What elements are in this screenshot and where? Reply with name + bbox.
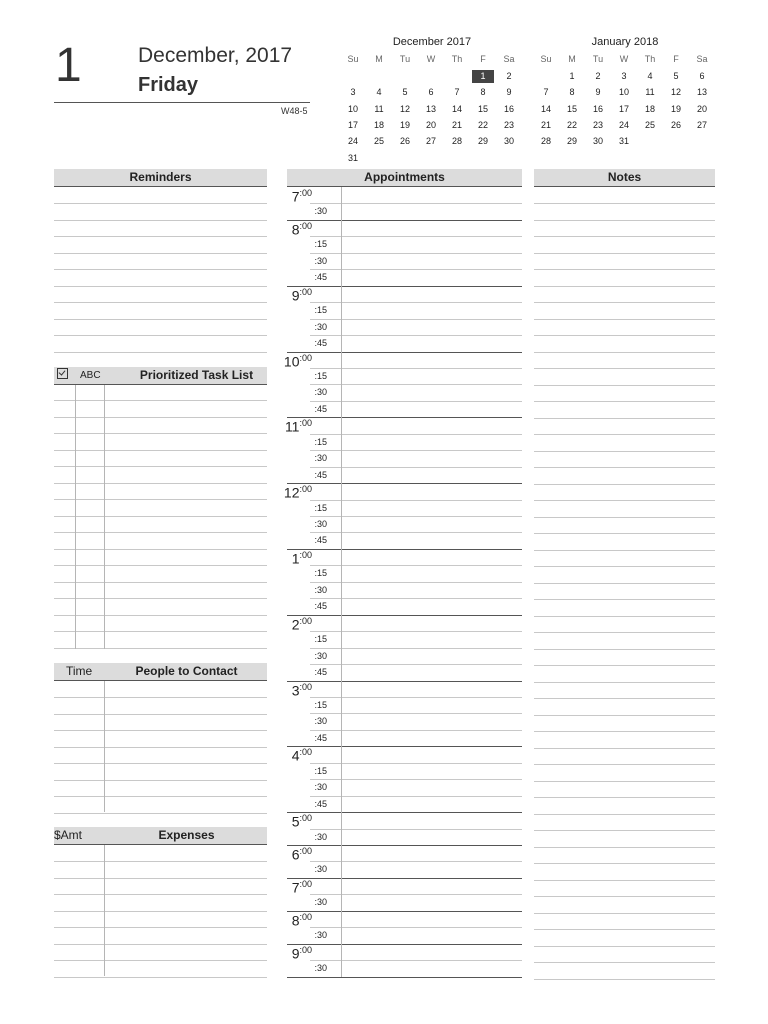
- mini-calendar-weekday: F: [480, 54, 486, 64]
- appointment-minute-label: :15: [314, 370, 327, 381]
- appointment-slot[interactable]: [287, 352, 522, 353]
- note-line[interactable]: [534, 467, 715, 468]
- appointment-minute-label: :45: [314, 601, 327, 612]
- reminder-line[interactable]: [54, 352, 267, 353]
- mini-calendar-day[interactable]: 23: [592, 119, 603, 130]
- expense-line[interactable]: [54, 894, 267, 895]
- mini-calendar-day[interactable]: 8: [569, 87, 575, 98]
- mini-calendar-day[interactable]: 19: [670, 103, 681, 114]
- contact-line[interactable]: [54, 714, 267, 715]
- appointment-minute-label: :45: [314, 798, 327, 809]
- expenses-amt-label: $Amt: [54, 828, 83, 842]
- appointment-hour-label: $2^{:00}$: [291, 615, 312, 633]
- appointment-minute-label: :45: [314, 338, 327, 349]
- note-line[interactable]: [534, 335, 715, 336]
- note-line[interactable]: [534, 731, 715, 732]
- reminder-line[interactable]: [54, 236, 267, 237]
- mini-calendar-day[interactable]: 18: [373, 119, 384, 130]
- mini-calendar-day[interactable]: 2: [595, 71, 601, 81]
- appointment-minute-label: :30: [314, 321, 327, 332]
- appointment-slot[interactable]: [287, 911, 522, 912]
- appointment-hour-label: $9^{:00}$: [291, 944, 312, 962]
- appointment-minute-label: :45: [314, 535, 327, 546]
- note-line[interactable]: [534, 830, 715, 831]
- appointment-minute-label: :45: [314, 469, 327, 480]
- appointment-slot[interactable]: [287, 812, 522, 813]
- mini-calendar-day[interactable]: 13: [425, 103, 436, 114]
- appointment-minute-label: :30: [314, 584, 327, 595]
- appointment-minute-label: :30: [314, 453, 327, 464]
- mini-calendar-day[interactable]: 7: [543, 87, 549, 98]
- note-line[interactable]: [534, 583, 715, 584]
- weekday: Friday: [138, 74, 199, 96]
- task-line[interactable]: [54, 516, 267, 517]
- appointment-minute-label: :15: [314, 436, 327, 447]
- appointment-minute-label: :45: [314, 272, 327, 283]
- contacts-title: People to Contact: [135, 664, 238, 678]
- appointment-minute-label: :30: [314, 519, 327, 529]
- appointment-hour-label: $4^{:00}$: [291, 747, 312, 764]
- appointment-minute-label: :15: [314, 239, 327, 250]
- day-number: 1: [55, 39, 82, 92]
- note-line[interactable]: [534, 566, 715, 567]
- mini-calendar-weekday: Su: [347, 54, 359, 64]
- note-line[interactable]: [534, 863, 715, 864]
- expense-line[interactable]: [54, 927, 267, 928]
- mini-calendar-day[interactable]: 21: [451, 119, 462, 130]
- reminder-line[interactable]: [54, 286, 267, 287]
- note-line[interactable]: [534, 533, 715, 534]
- appointment-slot[interactable]: [287, 746, 522, 747]
- tasks-header: [54, 367, 267, 385]
- mini-calendar-weekday: M: [568, 54, 576, 64]
- mini-calendar-day[interactable]: 22: [477, 119, 488, 130]
- mini-calendar-weekday: F: [673, 54, 679, 64]
- note-line[interactable]: [534, 797, 715, 798]
- note-line[interactable]: [534, 979, 715, 980]
- mini-calendar-day[interactable]: 14: [451, 103, 462, 114]
- mini-calendar-day[interactable]: 14: [540, 103, 551, 114]
- mini-calendar-day[interactable]: 4: [376, 87, 382, 98]
- appointment-minute-label: :15: [314, 305, 327, 316]
- appointment-minute-label: :45: [314, 403, 327, 414]
- note-line[interactable]: [534, 599, 715, 600]
- mini-calendar-day[interactable]: 19: [399, 119, 410, 130]
- reminder-line[interactable]: [54, 269, 267, 270]
- task-line[interactable]: [54, 532, 267, 533]
- note-line[interactable]: [534, 203, 715, 204]
- note-line[interactable]: [534, 500, 715, 501]
- mini-calendar-day[interactable]: 15: [566, 103, 577, 114]
- mini-calendar-day[interactable]: 9: [506, 87, 512, 98]
- mini-calendar-day[interactable]: 13: [696, 87, 707, 98]
- appointment-hour-label: $7^{:00}$: [291, 878, 312, 896]
- appointment-minute-label: :15: [314, 568, 327, 579]
- note-line[interactable]: [534, 286, 715, 287]
- note-line[interactable]: [534, 253, 715, 254]
- mini-calendar-day[interactable]: 28: [451, 136, 462, 147]
- mini-calendar-day[interactable]: 21: [540, 119, 551, 130]
- task-line[interactable]: [54, 631, 267, 632]
- mini-calendar-day[interactable]: 31: [618, 136, 629, 147]
- appointments-title: Appointments: [364, 170, 445, 184]
- appointment-time-column-divider: [341, 187, 342, 977]
- mini-calendar-day[interactable]: 4: [647, 71, 653, 81]
- task-priority-column-divider: [104, 385, 105, 649]
- task-line[interactable]: [54, 417, 267, 418]
- appointment-minute-label: :30: [314, 963, 327, 974]
- appointment-slot[interactable]: [287, 417, 522, 418]
- note-line[interactable]: [534, 385, 715, 386]
- mini-calendar-day[interactable]: 24: [347, 136, 358, 147]
- mini-calendar-weekday: Sa: [503, 54, 515, 64]
- note-line[interactable]: [534, 781, 715, 782]
- mini-calendar-day[interactable]: 17: [618, 103, 629, 114]
- note-line[interactable]: [534, 880, 715, 881]
- note-line[interactable]: [534, 220, 715, 221]
- reminder-line[interactable]: [54, 253, 267, 254]
- mini-calendar-weekday: Tu: [592, 54, 604, 64]
- contact-line[interactable]: [54, 730, 267, 731]
- tasks-abc-label: ABC: [80, 370, 101, 381]
- expenses-title: Expenses: [158, 828, 215, 842]
- note-line[interactable]: [534, 814, 715, 815]
- note-line[interactable]: [534, 434, 715, 435]
- note-line[interactable]: [534, 929, 715, 930]
- note-line[interactable]: [534, 418, 715, 419]
- mini-calendar-day[interactable]: 25: [644, 119, 655, 130]
- appointment-hour-label: $8^{:00}$: [291, 220, 312, 238]
- mini-calendar-day[interactable]: 29: [566, 136, 577, 147]
- mini-calendar-day[interactable]: 1: [472, 70, 494, 83]
- task-line[interactable]: [54, 565, 267, 566]
- appointment-slot[interactable]: [287, 977, 522, 978]
- mini-calendar-weekday: Sa: [696, 54, 708, 64]
- mini-calendar-day[interactable]: 7: [454, 87, 460, 98]
- mini-calendar-day[interactable]: 3: [621, 71, 627, 81]
- expense-line[interactable]: [54, 878, 267, 879]
- note-line[interactable]: [534, 632, 715, 633]
- mini-calendar-day[interactable]: 20: [425, 119, 436, 130]
- mini-calendar-day[interactable]: 6: [428, 87, 434, 98]
- contact-line[interactable]: [54, 780, 267, 781]
- mini-calendar-day[interactable]: 12: [399, 103, 410, 114]
- note-line[interactable]: [534, 946, 715, 947]
- expense-line[interactable]: [54, 960, 267, 961]
- mini-calendar-day[interactable]: 5: [673, 71, 679, 81]
- note-line[interactable]: [534, 401, 715, 402]
- appointment-slot[interactable]: [287, 878, 522, 879]
- note-line[interactable]: [534, 847, 715, 848]
- task-line[interactable]: [54, 450, 267, 451]
- appointment-minute-label: :30: [314, 831, 327, 842]
- mini-calendar-day[interactable]: 29: [477, 136, 488, 147]
- appointment-minute-label: :30: [314, 930, 327, 941]
- contact-line[interactable]: [54, 813, 267, 814]
- task-line[interactable]: [54, 549, 267, 550]
- mini-calendar-day[interactable]: 18: [644, 103, 655, 114]
- mini-calendar-day[interactable]: 26: [399, 136, 410, 147]
- note-line[interactable]: [534, 913, 715, 914]
- appointment-hour-label: $1^{:00}$: [291, 549, 312, 567]
- note-line[interactable]: [534, 665, 715, 666]
- note-line[interactable]: [534, 649, 715, 650]
- checkbox-icon: [57, 367, 68, 384]
- mini-calendar-weekday: Th: [644, 54, 656, 64]
- contacts-header: [54, 663, 267, 681]
- contact-time-column-divider: [104, 681, 105, 812]
- mini-calendar-day[interactable]: 31: [347, 152, 358, 163]
- mini-calendar-day[interactable]: 10: [618, 87, 629, 98]
- mini-calendar-day[interactable]: 1: [569, 71, 575, 81]
- reminder-line[interactable]: [54, 335, 267, 336]
- mini-calendar-day[interactable]: 11: [645, 87, 655, 98]
- task-line[interactable]: [54, 582, 267, 583]
- task-line[interactable]: [54, 483, 267, 484]
- notes-title: Notes: [607, 170, 642, 184]
- mini-calendar-day[interactable]: 25: [373, 136, 384, 147]
- note-line[interactable]: [534, 715, 715, 716]
- mini-calendar-day[interactable]: 10: [347, 103, 358, 114]
- mini-calendar-day[interactable]: 12: [670, 87, 681, 98]
- reminder-line[interactable]: [54, 220, 267, 221]
- task-line[interactable]: [54, 499, 267, 500]
- appointment-slot[interactable]: [287, 220, 522, 221]
- mini-calendar-day[interactable]: 8: [480, 87, 486, 98]
- week-code: W48-5: [281, 106, 308, 116]
- appointment-minute-label: :45: [314, 667, 327, 678]
- note-line[interactable]: [534, 451, 715, 452]
- contact-line[interactable]: [54, 747, 267, 748]
- reminder-line[interactable]: [54, 302, 267, 303]
- appointment-hour-label: $12^{:00}$: [283, 484, 312, 501]
- reminders-header: [54, 169, 267, 187]
- note-line[interactable]: [534, 352, 715, 353]
- mini-calendar-day[interactable]: 5: [402, 87, 408, 98]
- appointment-slot[interactable]: [287, 845, 522, 846]
- note-line[interactable]: [534, 517, 715, 518]
- notes-header: [534, 169, 715, 187]
- note-line[interactable]: [534, 962, 715, 963]
- expenses-header: [54, 827, 267, 845]
- appointment-slot[interactable]: [287, 483, 522, 484]
- mini-calendar-day[interactable]: 16: [592, 103, 603, 114]
- note-line[interactable]: [534, 550, 715, 551]
- mini-calendar-day[interactable]: 15: [477, 103, 488, 114]
- appointment-hour-label: $8^{:00}$: [291, 911, 312, 929]
- header-divider: [54, 102, 310, 103]
- contacts-time-label: Time: [66, 664, 93, 678]
- appointment-hour-label: $9^{:00}$: [291, 286, 312, 304]
- mini-calendar-day[interactable]: 11: [374, 103, 384, 114]
- expense-line[interactable]: [54, 911, 267, 912]
- appointment-minute-label: :30: [314, 864, 327, 875]
- appointment-minute-label: :30: [314, 716, 327, 727]
- appointment-slot[interactable]: [287, 549, 522, 550]
- mini-calendar-weekday: Tu: [399, 54, 411, 64]
- mini-calendar-day[interactable]: 27: [425, 136, 436, 147]
- reminder-line[interactable]: [54, 203, 267, 204]
- appointment-minute-label: :15: [314, 699, 327, 710]
- note-line[interactable]: [534, 236, 715, 237]
- appointment-hour-label: $5^{:00}$: [291, 813, 312, 830]
- mini-calendar-title: January 2018: [591, 36, 659, 48]
- note-line[interactable]: [534, 269, 715, 270]
- task-line[interactable]: [54, 598, 267, 599]
- appointment-hour-label: $6^{:00}$: [291, 846, 312, 863]
- appointment-minute-label: :30: [314, 897, 327, 908]
- appointment-minute-label: :15: [314, 765, 327, 776]
- note-line[interactable]: [534, 896, 715, 897]
- appointment-hour-label: $10^{:00}$: [283, 352, 312, 370]
- appointment-slot[interactable]: [287, 286, 522, 287]
- mini-calendar-day[interactable]: 24: [618, 119, 629, 130]
- mini-calendar-day[interactable]: 20: [696, 103, 707, 114]
- expense-line[interactable]: [54, 944, 267, 945]
- month-year: December, 2017: [138, 44, 293, 67]
- mini-calendar-day[interactable]: 28: [540, 136, 551, 147]
- task-line[interactable]: [54, 648, 267, 649]
- task-line[interactable]: [54, 466, 267, 467]
- contact-line[interactable]: [54, 697, 267, 698]
- appointment-hour-label: $11^{:00}$: [284, 418, 312, 435]
- appointment-minute-label: :30: [314, 255, 327, 266]
- appointment-slot[interactable]: [287, 944, 522, 945]
- mini-calendar-day[interactable]: 26: [670, 119, 681, 130]
- note-line[interactable]: [534, 616, 715, 617]
- contact-line[interactable]: [54, 796, 267, 797]
- mini-calendar-weekday: W: [619, 54, 629, 64]
- task-line[interactable]: [54, 615, 267, 616]
- appointment-minute-label: :15: [314, 634, 327, 645]
- mini-calendar-day[interactable]: 16: [503, 103, 514, 114]
- appointments-header: [287, 169, 522, 187]
- mini-calendar-weekday: Su: [540, 54, 552, 64]
- reminder-line[interactable]: [54, 319, 267, 320]
- mini-calendar-day[interactable]: 17: [347, 119, 358, 130]
- task-check-column-divider: [75, 385, 76, 649]
- appointment-minute-label: :30: [314, 387, 327, 398]
- mini-calendar-day[interactable]: 6: [699, 71, 705, 81]
- mini-calendar-day[interactable]: 9: [595, 87, 601, 98]
- note-line[interactable]: [534, 682, 715, 683]
- expense-amount-column-divider: [104, 845, 105, 976]
- appointment-slot[interactable]: [287, 615, 522, 616]
- mini-calendar-day[interactable]: 22: [566, 119, 577, 130]
- note-line[interactable]: [534, 484, 715, 485]
- appointment-hour-label: $3^{:00}$: [291, 681, 312, 699]
- task-line[interactable]: [54, 400, 267, 401]
- task-line[interactable]: [54, 433, 267, 434]
- mini-calendar-day[interactable]: 2: [506, 71, 512, 81]
- note-line[interactable]: [534, 698, 715, 699]
- mini-calendar-weekday: M: [375, 54, 383, 64]
- reminders-title: Reminders: [129, 170, 192, 184]
- note-line[interactable]: [534, 368, 715, 369]
- mini-calendar-day[interactable]: 30: [503, 136, 514, 147]
- mini-calendar-title: December 2017: [392, 36, 472, 48]
- appointment-minute-label: :30: [314, 206, 327, 217]
- mini-calendar-day[interactable]: 27: [696, 119, 707, 130]
- mini-calendar-day[interactable]: 3: [350, 87, 356, 98]
- appointment-slot[interactable]: [287, 681, 522, 682]
- mini-calendar-weekday: Th: [451, 54, 463, 64]
- appointment-minute-label: :30: [314, 782, 327, 793]
- note-line[interactable]: [534, 748, 715, 749]
- note-line[interactable]: [534, 764, 715, 765]
- appointment-minute-label: :15: [314, 502, 327, 513]
- mini-calendar-day[interactable]: 30: [592, 136, 603, 147]
- tasks-title: Prioritized Task List: [139, 368, 254, 382]
- appointment-minute-label: :30: [314, 650, 327, 661]
- appointment-hour-label: $7^{:00}$: [291, 188, 312, 205]
- mini-calendar-weekday: W: [426, 54, 436, 64]
- contact-line[interactable]: [54, 763, 267, 764]
- appointment-minute-label: :45: [314, 732, 327, 743]
- expense-line[interactable]: [54, 977, 267, 978]
- note-line[interactable]: [534, 302, 715, 303]
- expense-line[interactable]: [54, 861, 267, 862]
- mini-calendar-day[interactable]: 23: [503, 119, 514, 130]
- note-line[interactable]: [534, 319, 715, 320]
